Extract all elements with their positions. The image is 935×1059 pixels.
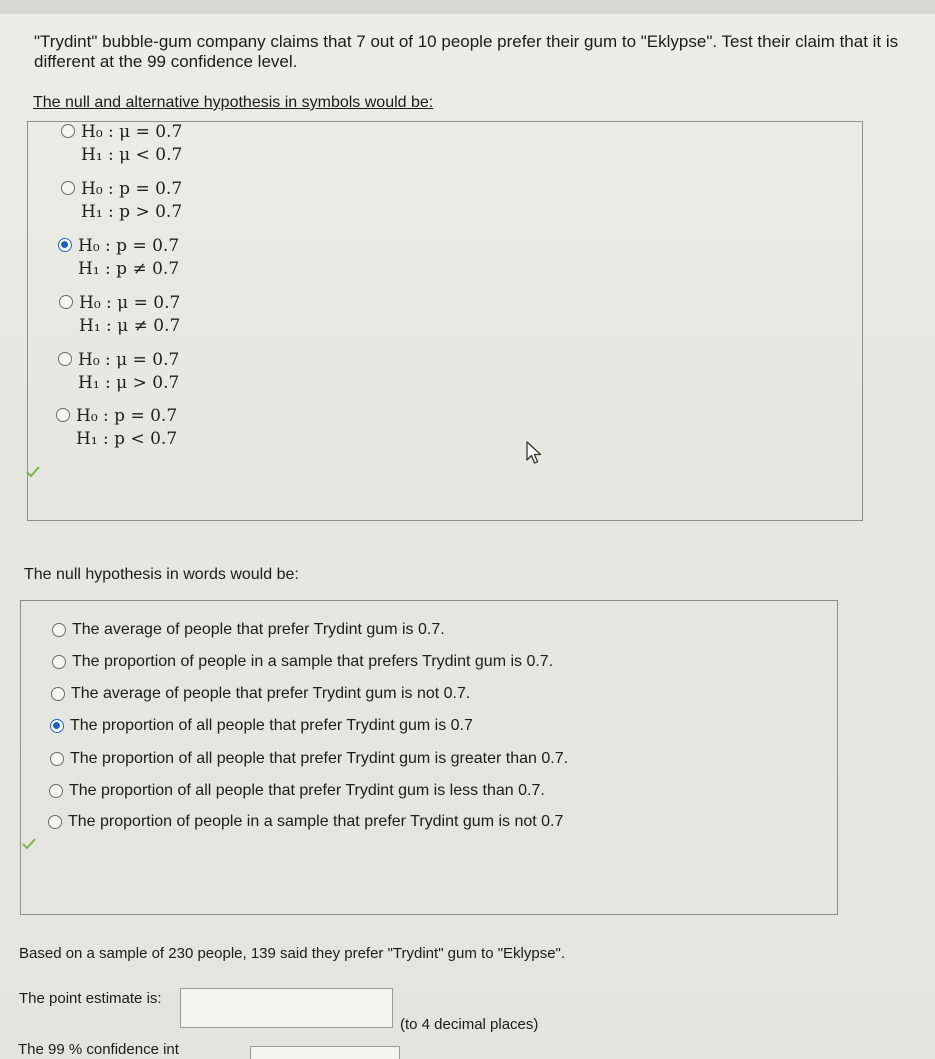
point-estimate-input[interactable] bbox=[180, 988, 393, 1028]
symbol-option-6[interactable] bbox=[56, 405, 177, 451]
word-option-text: The average of people that prefer Trydint gum is 0.7. bbox=[72, 621, 445, 638]
radio-button[interactable] bbox=[61, 181, 75, 195]
correct-check-icon bbox=[22, 838, 36, 850]
h1-text: H₁ : μ > 0.7 bbox=[78, 373, 180, 393]
h1-text: H₁ : μ < 0.7 bbox=[81, 145, 183, 165]
confidence-interval-input[interactable] bbox=[250, 1046, 400, 1059]
symbol-option-5[interactable] bbox=[58, 349, 179, 395]
h0-text: H₀ : μ = 0.7 bbox=[81, 122, 183, 142]
word-option-text: The proportion of all people that prefer Trydint gum is 0.7 bbox=[70, 717, 473, 734]
radio-button[interactable] bbox=[58, 352, 72, 366]
radio-button[interactable] bbox=[51, 687, 65, 701]
word-option-text: The proportion of all people that prefer Trydint gum is less than 0.7. bbox=[69, 782, 545, 799]
correct-check-icon bbox=[26, 466, 40, 478]
radio-button[interactable] bbox=[52, 655, 66, 669]
h0-text: H₀ : p = 0.7 bbox=[81, 179, 183, 199]
h0-text: H₀ : μ = 0.7 bbox=[78, 350, 180, 370]
word-option-text: The proportion of people in a sample that prefer Trydint gum is not 0.7 bbox=[68, 813, 564, 830]
h1-text: H₁ : p ≠ 0.7 bbox=[78, 259, 180, 279]
h0-text: H₀ : μ = 0.7 bbox=[79, 293, 181, 313]
sample-text: Based on a sample of 230 people, 139 said they prefer "Trydint" gum to "Eklypse". bbox=[19, 945, 566, 962]
h1-text: H₁ : p < 0.7 bbox=[76, 429, 178, 449]
point-estimate-label: The point estimate is: bbox=[19, 990, 162, 1007]
symbol-option-3[interactable] bbox=[58, 235, 179, 281]
radio-button[interactable] bbox=[50, 752, 64, 766]
word-option-text: The average of people that prefer Trydint gum is not 0.7. bbox=[71, 685, 471, 702]
radio-button-selected[interactable] bbox=[58, 238, 72, 252]
symbol-option-4[interactable] bbox=[59, 292, 180, 338]
word-option-1[interactable] bbox=[52, 620, 445, 640]
confidence-interval-label: The 99 % confidence int bbox=[18, 1041, 179, 1058]
word-option-6[interactable] bbox=[49, 781, 545, 801]
radio-button[interactable] bbox=[48, 815, 62, 829]
h1-text: H₁ : μ ≠ 0.7 bbox=[79, 316, 181, 336]
h0-text: H₀ : p = 0.7 bbox=[78, 236, 180, 256]
word-option-text: The proportion of all people that prefer Trydint gum is greater than 0.7. bbox=[70, 750, 569, 767]
symbol-option-2[interactable] bbox=[61, 178, 182, 224]
top-bar bbox=[0, 0, 935, 14]
radio-button[interactable] bbox=[59, 295, 73, 309]
decimal-places-hint: (to 4 decimal places) bbox=[400, 1016, 539, 1033]
word-option-text: The proportion of people in a sample that prefers Trydint gum is 0.7. bbox=[72, 653, 554, 670]
word-option-3[interactable] bbox=[51, 684, 470, 704]
mouse-cursor-icon bbox=[525, 440, 545, 466]
words-section-label: The null hypothesis in words would be: bbox=[24, 566, 299, 583]
h0-text: H₀ : p = 0.7 bbox=[76, 406, 178, 426]
symbols-section-label: The null and alternative hypothesis in symbols would be: bbox=[33, 94, 434, 111]
word-option-2[interactable] bbox=[52, 652, 553, 672]
word-option-4[interactable] bbox=[50, 716, 473, 736]
word-option-5[interactable] bbox=[50, 749, 568, 769]
h1-text: H₁ : p > 0.7 bbox=[81, 202, 183, 222]
symbol-option-1[interactable] bbox=[61, 121, 182, 167]
radio-button[interactable] bbox=[49, 784, 63, 798]
radio-button-selected[interactable] bbox=[50, 719, 64, 733]
question-text: "Trydint" bubble-gum company claims that 7 out of 10 people prefer their gum to "Eklypse". Test their claim that it is different at the 99 confidence level. bbox=[34, 32, 899, 71]
radio-button[interactable] bbox=[61, 124, 75, 138]
word-option-7[interactable] bbox=[48, 812, 563, 832]
radio-button[interactable] bbox=[56, 408, 70, 422]
radio-button[interactable] bbox=[52, 623, 66, 637]
